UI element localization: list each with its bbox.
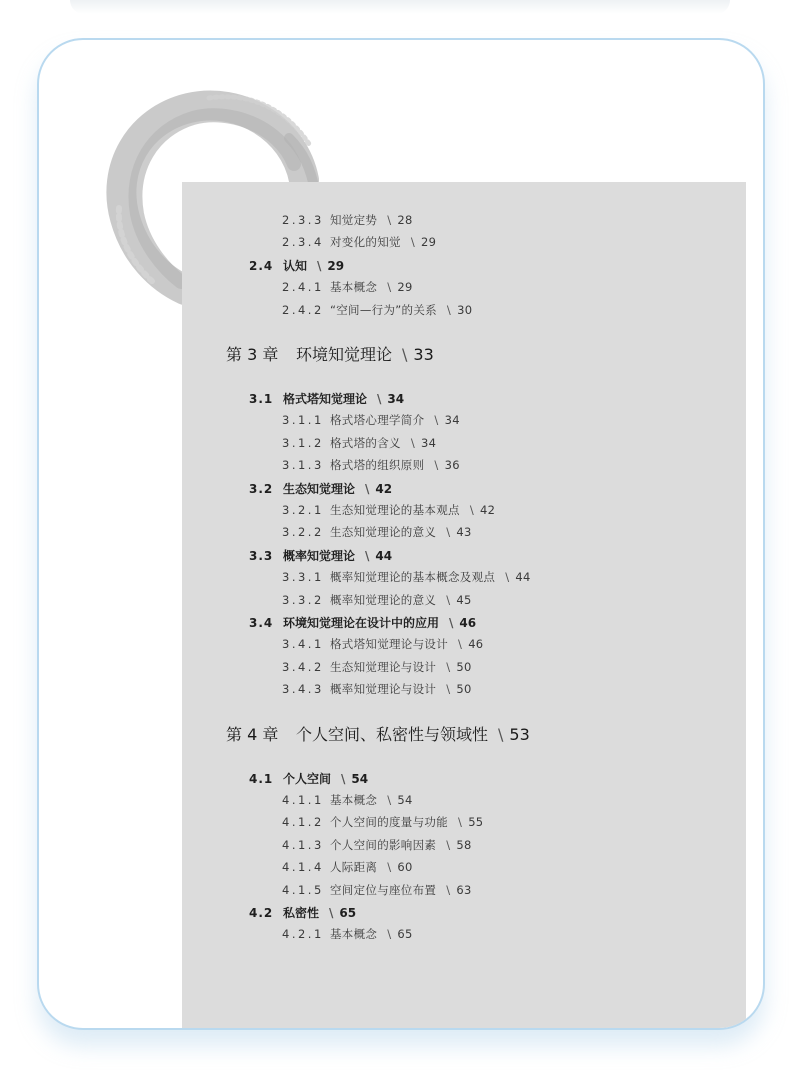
toc-entry-sub [282, 234, 436, 250]
toc-entry-title: 基本概念 [330, 280, 378, 295]
toc-entry-number: 2.3.4 [282, 235, 324, 250]
toc-entry-page: 42 [375, 481, 393, 496]
toc-entry-number: 3.4.1 [282, 637, 324, 652]
toc-entry-page: 58 [456, 837, 472, 852]
toc-entry-sub [282, 524, 472, 540]
toc-separator: \ [449, 616, 454, 630]
toc-entry-title: 知觉定势 [330, 213, 378, 227]
toc-entry-sub [282, 592, 472, 608]
toc-entry-page: 42 [480, 503, 496, 517]
toc-entry-page: 63 [456, 882, 472, 897]
toc-entry-title: 人际距离 [330, 860, 378, 875]
toc-entry-title: 格式塔知觉理论 [283, 392, 368, 406]
toc-separator: \ [446, 659, 451, 674]
toc-entry-title: 对变化的知觉 [330, 235, 401, 250]
toc-entry-sec [249, 480, 392, 497]
toc-entry-sub [282, 882, 472, 898]
toc-entry-number: 3.4 [249, 616, 274, 630]
toc-entry-number: 2.4.2 [282, 302, 324, 317]
toc-separator: \ [402, 345, 408, 364]
toc-entry-title: 个人空间、私密性与领域性 [296, 724, 489, 744]
toc-entry-title: 生态知觉理论 [283, 481, 356, 496]
toc-entry-number: 3.3.1 [282, 570, 324, 585]
toc-separator: \ [410, 435, 415, 450]
toc-entry-title: 个人空间 [283, 771, 332, 786]
toc-entry-number: 4.1 [249, 771, 274, 786]
toc-entry-sub [282, 212, 413, 228]
toc-entry-title: 生态知觉理论的意义 [330, 525, 437, 540]
top-shadow [70, 0, 730, 14]
toc-entry-page: 34 [444, 413, 460, 428]
toc-entry-page: 36 [444, 458, 460, 473]
toc-entry-title: 生态知觉理论的基本观点 [330, 503, 460, 517]
toc-separator: \ [505, 570, 510, 585]
toc-entry-number: 3.3 [249, 548, 274, 563]
toc-entry-page: 44 [515, 570, 531, 585]
toc-entry-sec [249, 770, 368, 787]
toc-entry-number: 4.2.1 [282, 927, 324, 942]
toc-separator: \ [341, 771, 346, 786]
toc-entry-sub [282, 636, 483, 652]
toc-entry-sub [282, 814, 483, 830]
toc-entry-number: 3.3.2 [282, 592, 324, 607]
toc-separator: \ [365, 481, 370, 496]
toc-separator: \ [329, 906, 334, 920]
toc-entry-page: 65 [339, 906, 357, 920]
toc-separator: \ [317, 258, 322, 273]
toc-entry-title: 基本概念 [330, 793, 378, 807]
toc-separator: \ [446, 592, 451, 607]
toc-entry-sec [249, 547, 392, 564]
toc-entry-page: 44 [375, 548, 393, 563]
toc-entry-title: 环境知觉理论 [296, 345, 393, 364]
toc-entry-page: 65 [397, 927, 413, 942]
toc-entry-sub [282, 926, 413, 942]
toc-entry-number: 4.1.4 [282, 860, 324, 875]
toc-entry-number: 2.3.3 [282, 213, 324, 227]
toc-entry-number: 4.1.3 [282, 837, 324, 852]
toc-entry-page: 50 [456, 659, 472, 674]
toc-page [182, 182, 746, 1030]
toc-separator: \ [434, 458, 439, 473]
toc-entry-title: 格式塔的组织原则 [330, 458, 425, 473]
toc-entry-page: 34 [387, 392, 405, 406]
toc-separator: \ [446, 525, 451, 540]
toc-entry-title: 私密性 [283, 906, 320, 920]
toc-entry-title: 概率知觉理论与设计 [330, 682, 437, 697]
toc-entry-number: 4.1.1 [282, 793, 324, 807]
toc-entry-number: 第 4 章 [226, 724, 279, 744]
toc-entry-sub [282, 859, 413, 875]
toc-separator: \ [458, 815, 463, 830]
toc-entry-number: 3.1.1 [282, 413, 324, 428]
toc-entry-sec [249, 390, 404, 407]
toc-entry-page: 53 [509, 724, 530, 744]
toc-entry-title: 认知 [283, 258, 308, 273]
toc-entry-title: 个人空间的度量与功能 [330, 815, 448, 830]
toc-entry-page: 54 [351, 771, 369, 786]
toc-separator: \ [458, 637, 463, 652]
toc-entry-page: 60 [397, 860, 413, 875]
toc-entry-page: 46 [468, 637, 484, 652]
toc-entry-page: 28 [397, 213, 413, 227]
toc-entry-sub [282, 435, 436, 451]
toc-entry-page: 46 [459, 616, 477, 630]
toc-entry-number: 3.4.3 [282, 682, 324, 697]
toc-entry-sub [282, 302, 472, 318]
toc-separator: \ [387, 280, 392, 295]
toc-entry-number: 3.1 [249, 392, 274, 406]
toc-entry-sec [249, 904, 356, 921]
toc-separator: \ [434, 413, 439, 428]
toc-entry-page: 29 [327, 258, 345, 273]
book-card [37, 38, 765, 1030]
toc-entry-page: 54 [397, 793, 413, 807]
toc-entry-sub [282, 279, 413, 295]
toc-entry-title: 基本概念 [330, 927, 378, 942]
toc-separator: \ [469, 503, 474, 517]
toc-entry-title: 环境知觉理论在设计中的应用 [283, 616, 440, 630]
toc-entry-title: 格式塔知觉理论与设计 [330, 637, 448, 652]
toc-separator: \ [446, 302, 452, 317]
toc-entry-page: 30 [457, 302, 473, 317]
toc-entry-number: 4.1.2 [282, 815, 324, 830]
toc-separator: \ [446, 837, 451, 852]
toc-entry-page: 34 [421, 435, 437, 450]
toc-separator: \ [498, 724, 504, 744]
toc-entry-sub [282, 659, 472, 675]
toc-entry-number: 3.1.3 [282, 458, 324, 473]
toc-separator: \ [446, 682, 451, 697]
toc-entry-sec [249, 614, 476, 631]
toc-entry-page: 29 [421, 235, 437, 250]
toc-entry-title: 格式塔心理学简介 [330, 413, 425, 428]
toc-entry-page: 43 [456, 525, 472, 540]
toc-entry-number: 3.2.2 [282, 525, 324, 540]
toc-entry-title: “空间—行为”的关系 [330, 302, 437, 317]
toc-entry-title: 个人空间的影响因素 [330, 837, 437, 852]
toc-separator: \ [387, 793, 392, 807]
toc-entry-title: 生态知觉理论与设计 [330, 659, 437, 674]
toc-separator: \ [446, 882, 451, 897]
toc-entry-chap [226, 722, 530, 745]
toc-entry-number: 2.4.1 [282, 280, 324, 295]
toc-entry-page: 50 [456, 682, 472, 697]
toc-entry-number: 4.1.5 [282, 882, 324, 897]
toc-entry-sub [282, 792, 413, 808]
toc-entry-page: 45 [456, 592, 472, 607]
toc-entry-sec [249, 257, 344, 274]
toc-entry-sub [282, 837, 472, 853]
toc-entry-sub [282, 569, 531, 585]
toc-entry-title: 概率知觉理论的意义 [330, 592, 437, 607]
toc-entry-page: 29 [397, 280, 413, 295]
toc-entry-sub [282, 412, 460, 428]
toc-entry-title: 格式塔的含义 [330, 435, 401, 450]
toc-entry-number: 4.2 [249, 906, 274, 920]
toc-entry-number: 3.4.2 [282, 659, 324, 674]
toc-separator: \ [387, 860, 392, 875]
toc-separator: \ [365, 548, 370, 563]
toc-entry-number: 3.1.2 [282, 435, 324, 450]
toc-entry-number: 2.4 [249, 258, 274, 273]
toc-entry-number: 3.2.1 [282, 503, 324, 517]
toc-entry-page: 55 [468, 815, 484, 830]
toc-entry-number: 第 3 章 [226, 345, 279, 364]
toc-separator: \ [410, 235, 415, 250]
toc-entry-title: 空间定位与座位布置 [330, 882, 437, 897]
toc-entry-sub [282, 681, 472, 697]
toc-separator: \ [387, 213, 392, 227]
toc-entry-title: 概率知觉理论的基本概念及观点 [330, 570, 496, 585]
toc-separator: \ [377, 392, 382, 406]
toc-entry-sub [282, 457, 460, 473]
toc-entry-chap [226, 342, 434, 365]
toc-entry-sub [282, 502, 495, 518]
toc-entry-number: 3.2 [249, 481, 274, 496]
toc-entry-title: 概率知觉理论 [283, 548, 356, 563]
toc-separator: \ [387, 927, 392, 942]
toc-entry-page: 33 [413, 345, 434, 364]
